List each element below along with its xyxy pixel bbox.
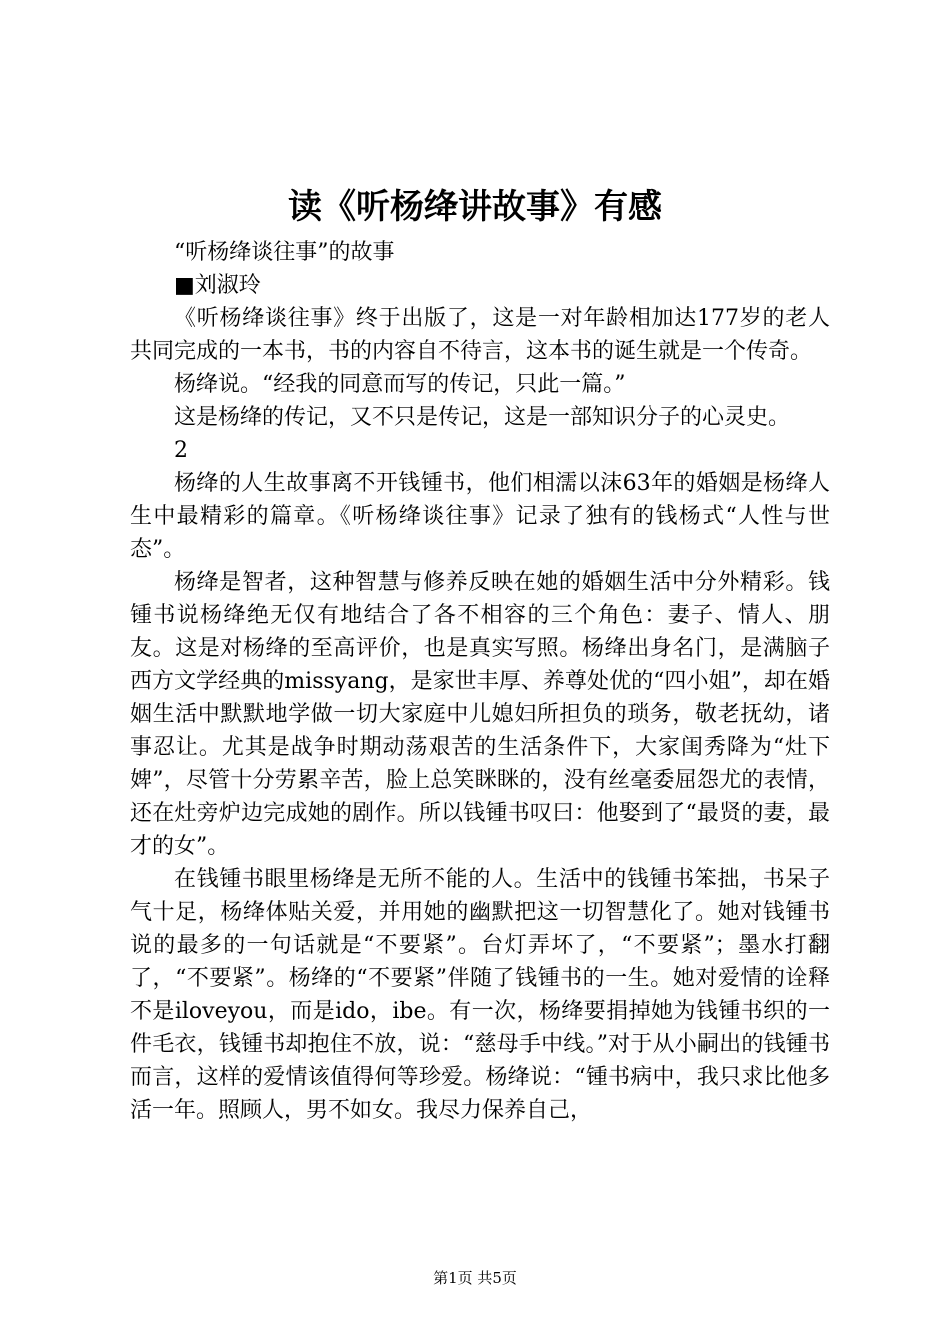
body-paragraph: 杨绛是智者，这种智慧与修养反映在她的婚姻生活中分外精彩。钱锺书说杨绛绝无仅有地结合了各不相容的三个角色：妻子、情人、朋友。这是对杨绛的至高评价，也是真实写照。杨绛出身名门，是满脑子西方文学经典的missyang，是家世丰厚、养尊处优的“四小姐”，却在婚姻生活中默默地学做一切大家庭中儿媳妇所担负的琐务，敬老抚幼，诸事忍让。尤其是战争时期动荡艰苦的生活条件下，大家闺秀降为“灶下婢”，尽管十分劳累辛苦，脸上总笑眯眯的，没有丝毫委屈怨尤的表情，还在灶旁炉边完成她的剧作。所以钱锺书叹曰：他娶到了“最贤的妻，最才的女”。 xyxy=(130,570,830,859)
body-paragraph: 杨绛的人生故事离不开钱锺书，他们相濡以沫63年的婚姻是杨绛人生中最精彩的篇章。《听杨绛谈往事》记录了独有的钱杨式“人性与世态”。 xyxy=(130,471,830,562)
body-paragraph: 这是杨绛的传记，又不只是传记，这是一部知识分子的心灵史。 xyxy=(174,405,791,430)
body-paragraph: 《听杨绛谈往事》终于出版了，这是一对年龄相加达177岁的老人共同完成的一本书，书的内容自不待言，这本书的诞生就是一个传奇。 xyxy=(130,306,830,364)
document-title: 读《听杨绛讲故事》有感 xyxy=(288,187,662,227)
body-paragraph: 在钱锺书眼里杨绛是无所不能的人。生活中的钱锺书笨拙，书呆子气十足，杨绛体贴关爱，并用她的幽默把这一切智慧化了。她对钱锺书说的最多的一句话就是“不要紧”。台灯弄坏了，“不要紧”；墨水打翻了，“不要紧”。杨绛的“不要紧”伴随了钱锺书的一生。她对爱情的诠释不是iloveyou，而是ido，ibe。有一次，杨绛要捐掉她为钱锺书织的一件毛衣，钱锺书却抱住不放，说：“慈母手中线。”对于从小嗣出的钱锺书而言，这样的爱情该值得何等珍爱。杨绛说：“锺书病中，我只求比他多活一年。照顾人，男不如女。我尽力保养自己， xyxy=(130,867,830,1123)
body-paragraph: 杨绛说。“经我的同意而写的传记，只此一篇。” xyxy=(174,372,626,397)
page-footer: 第1页 共5页 xyxy=(433,1269,517,1287)
document-body xyxy=(130,236,830,1127)
author-line: ■刘淑玲 xyxy=(174,273,261,298)
subtitle-paragraph: “听杨绛谈往事”的故事 xyxy=(174,240,395,265)
section-number: 2 xyxy=(174,438,188,463)
